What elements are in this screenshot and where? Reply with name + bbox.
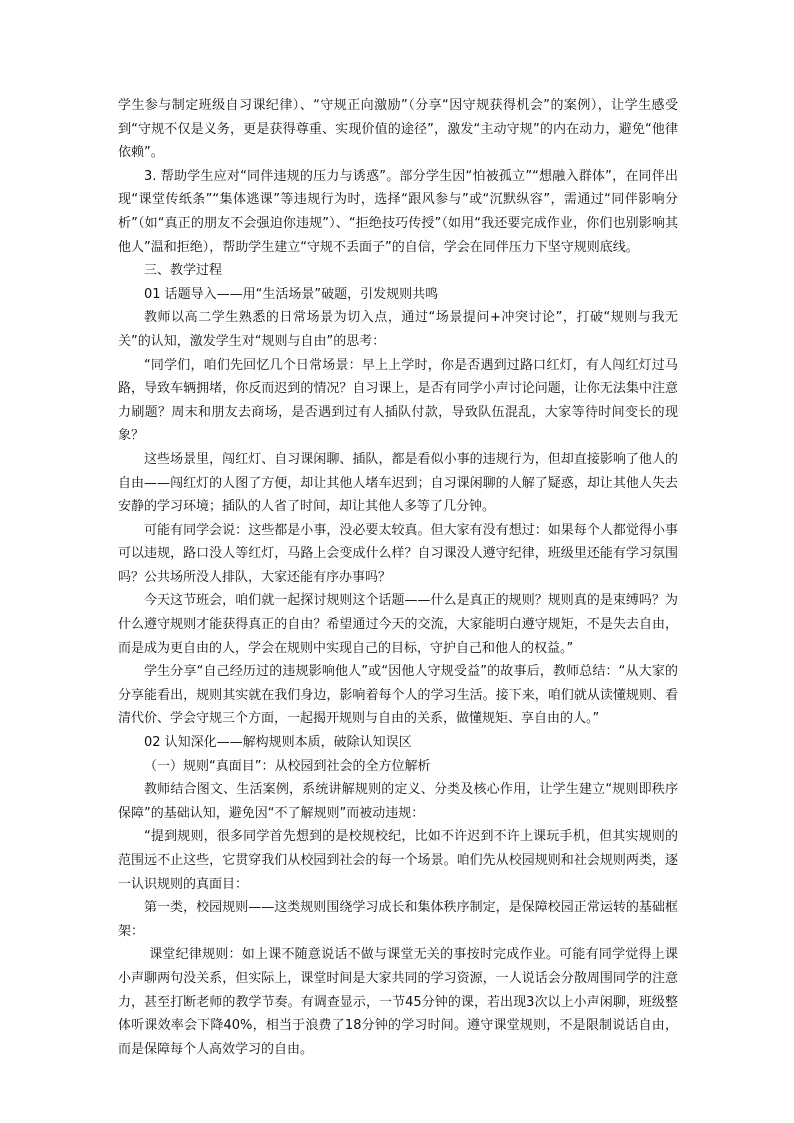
paragraph-small-matters: 可能有同学会说：这些都是小事，没必要太较真。但大家有没有想过：如果每个人都觉得小事可以违规，路口没人等红灯，马路上会变成什么样？自习课没人遵守纪律，班级里还能有学习氛围吗？公共场所没人排队，大家还能有序办事吗？ [118,522,678,585]
section-heading-teaching-process: 三、教学过程 [144,263,223,279]
paragraph-goal-3: 3. 帮助学生应对“同伴违规的压力与诱惑”。部分学生因“怕被孤立”“想融入群体”，在同伴出现“课堂传纸条”“集体逃课”等违规行为时，选择“跟风参与”或“沉默纵容”，需通过“同伴影响分析”（如“真正的朋友不会强迫你违规”）、“拒绝技巧传授”（如用“我还要完成作业，你们也别影响其他人”温和拒绝），帮助学生建立“守规不丢面子”的自信，学会在同伴压力下坚守规则底线。 [118,168,678,255]
paragraph-class-meeting-topic: 今天这节班会，咱们就一起探讨规则这个话题——什么是真正的规则？规则真的是束缚吗？为什么遵守规则才能获得真正的自由？希望通过今天的交流，大家能明白遵守规矩，不是失去自由，而是成为更自由的人，学会在规则中实现自己的目标，守护自己和他人的权益。” [118,593,678,656]
subheading-01-topic-intro: 01 话题导入——用“生活场景”破题，引发规则共鸣 [144,286,439,302]
paragraph-student-sharing: 学生分享“自己经历过的违规影响他人”或“因他人守规受益”的故事后，教师总结：“从大家的分享能看出，规则其实就在我们身边，影响着每个人的学习生活。接下来，咱们就从读懂规则、看清代价、学会守规三个方面，一起揭开规则与自由的关系，做懂规矩、享自由的人。” [118,664,678,727]
subheading-02-cognitive-deepening: 02 认知深化——解构规则本质，破除认知误区 [144,735,412,751]
paragraph-scenario-analysis: 这些场景里，闯红灯、自习课闲聊、插队，都是看似小事的违规行为，但却直接影响了他人的自由——闯红灯的人图了方便，却让其他人堵车迟到；自习课闲聊的人解了疑惑，却让其他人失去安静的学习环境；插队的人省了时间，却让其他人多等了几分钟。 [118,451,678,515]
paragraph-teacher-explains-rules: 教师结合图文、生活案例，系统讲解规则的定义、分类及核心作用，让学生建立“规则即秩序保障”的基础认知，避免因“不了解规则”而被动违规： [118,782,678,821]
paragraph-teacher-intro: 教师以高二学生熟悉的日常场景为切入点，通过“场景提问+冲突讨论”，打破“规则与我无关”的认知，激发学生对“规则与自由”的思考： [118,310,678,349]
document-page [118,94,678,1061]
paragraph-campus-rules: 第一类，校园规则——这类规则围绕学习成长和集体秩序制定，是保障校园正常运转的基础框架： [118,900,678,939]
subheading-rules-true-face: （一）规则“真面目”：从校园到社会的全方位解析 [144,758,431,774]
paragraph-quote-scenarios: “同学们，咱们先回忆几个日常场景：早上上学时，你是否遇到过路口红灯，有人闯红灯过马路，导致车辆拥堵，你反而迟到的情况？自习课上，是否有同学小声讨论问题，让你无法集中注意力刷题？周末和朋友去商场，是否遇到过有人插队付款，导致队伍混乱，大家等待时间变长的现象？ [118,357,678,444]
paragraph-quote-rule-scope: “提到规则，很多同学首先想到的是校规校纪，比如不许迟到不许上课玩手机，但其实规则的范围远不止这些，它贯穿我们从校园到社会的每一个场景。咱们先从校园规则和社会规则两类，逐一认识规则的真面目： [118,829,678,892]
paragraph-classroom-discipline: 课堂纪律规则：如上课不随意说话不做与课堂无关的事按时完成作业。可能有同学觉得上课小声聊两句没关系，但实际上，课堂时间是大家共同的学习资源，一人说话会分散周围同学的注意力，甚至打断老师的教学节奏。有调查显示，一节45分钟的课，若出现3次以上小声闲聊，班级整体听课效率会下降40%，相当于浪费了18分钟的学习时间。遵守课堂规则，不是限制说话自由，而是保障每个人高效学习的自由。 [118,947,678,1057]
paragraph-intro-continued: 学生参与制定班级自习课纪律）、“守规正向激励”（分享“因守规获得机会”的案例），让学生感受到“守规不仅是义务，更是获得尊重、实现价值的途径”，激发“主动守规”的内在动力，避免“他律依赖”。 [118,98,678,161]
